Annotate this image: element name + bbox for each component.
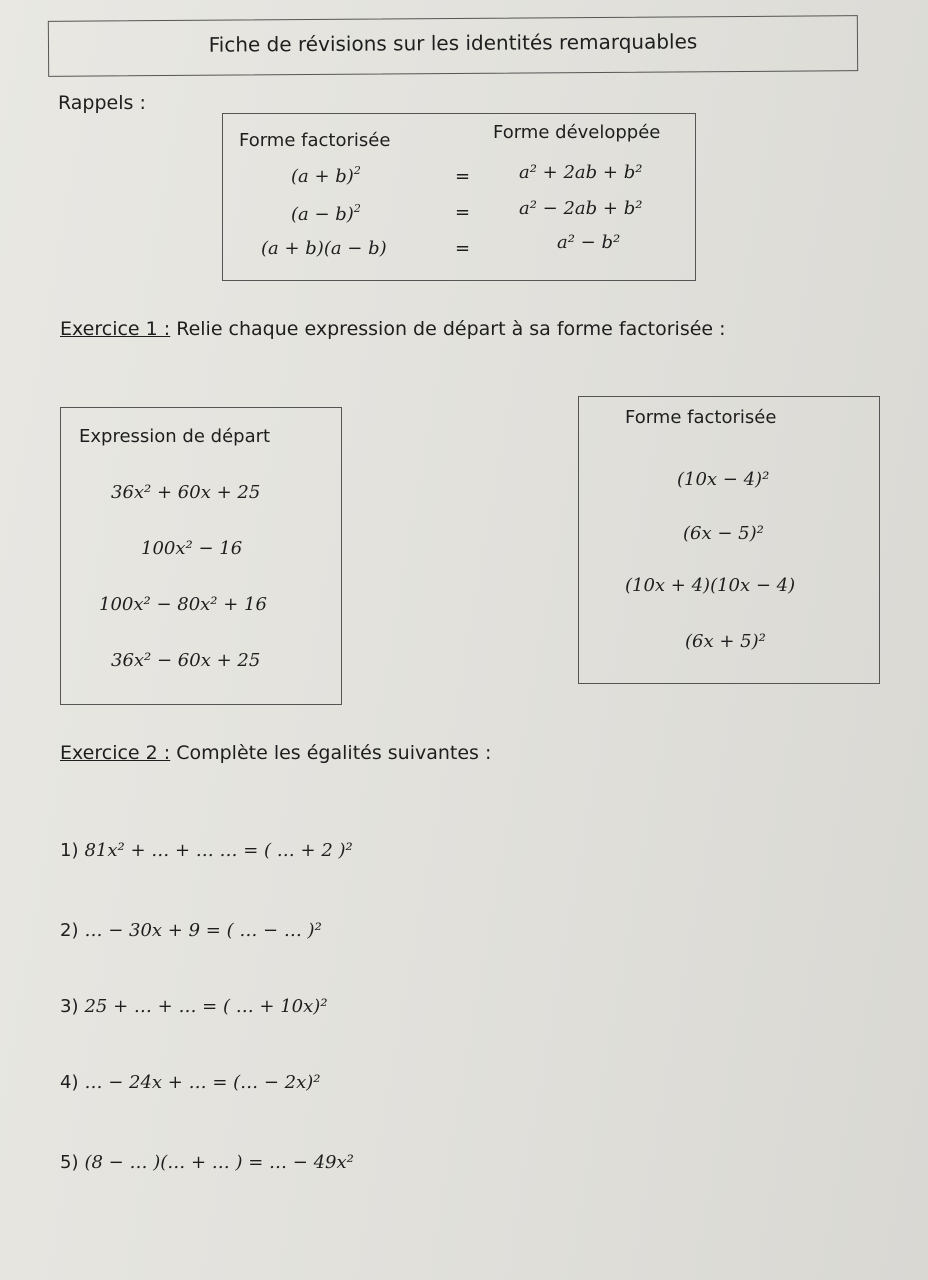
left-header: Expression de départ xyxy=(79,426,271,447)
exercice-2-instruction: Complète les égalités suivantes : xyxy=(170,742,492,764)
right-header: Forme factorisée xyxy=(625,407,777,428)
left-item: 36x² + 60x + 25 xyxy=(111,482,261,503)
rappel-row-3-developpee: a² − b² xyxy=(557,232,621,253)
exercice-2-item: 2) … − 30x + 9 = ( … − … )² xyxy=(60,920,322,941)
rappel-row-3-factorisee: (a + b)(a − b) xyxy=(261,238,387,259)
rappel-row-2-developpee: a² − 2ab + b² xyxy=(519,198,643,219)
page-title: Fiche de révisions sur les identités remarquables xyxy=(208,29,698,57)
formes-factorisees-box xyxy=(578,396,880,684)
right-item: (6x + 5)² xyxy=(685,631,766,652)
exercice-2-item: 3) 25 + … + … = ( … + 10x)² xyxy=(60,996,328,1017)
rappels-table xyxy=(222,113,696,281)
exercice-1-instruction: Relie chaque expression de départ à sa forme factorisée : xyxy=(170,318,726,340)
col-header-developpee: Forme développée xyxy=(493,122,661,143)
rappels-label: Rappels : xyxy=(58,92,146,114)
rappel-row-2-equals: = xyxy=(455,202,471,223)
right-item: (10x + 4)(10x − 4) xyxy=(625,575,796,596)
exercice-2-label: Exercice 2 : xyxy=(60,742,171,764)
exercice-1-label: Exercice 1 : xyxy=(60,318,171,340)
left-item: 100x² − 80x² + 16 xyxy=(99,594,267,615)
exercice-2-item: 5) (8 − … )(… + … ) = … − 49x² xyxy=(60,1152,354,1173)
expressions-depart-box xyxy=(60,407,342,705)
left-item: 36x² − 60x + 25 xyxy=(111,650,261,671)
exercice-2-title xyxy=(60,742,491,764)
left-item: 100x² − 16 xyxy=(141,538,243,559)
col-header-factorisee: Forme factorisée xyxy=(239,130,391,151)
rappel-row-3-equals: = xyxy=(455,238,471,259)
rappel-row-1-equals: = xyxy=(455,166,471,187)
rappel-row-2-factorisee: $(a - b)^2$ xyxy=(291,202,361,225)
exercice-2-item: 1) 81x² + … + … … = ( … + 2 )² xyxy=(60,840,353,861)
rappel-row-1-factorisee: $(a + b)^2$ xyxy=(291,164,361,187)
title-box xyxy=(48,15,858,77)
exercice-2-item: 4) … − 24x + … = (… − 2x)² xyxy=(60,1072,321,1093)
exercice-1-title xyxy=(60,318,726,340)
right-item: (10x − 4)² xyxy=(677,469,770,490)
right-item: (6x − 5)² xyxy=(683,523,764,544)
rappel-row-1-developpee: a² + 2ab + b² xyxy=(519,162,643,183)
